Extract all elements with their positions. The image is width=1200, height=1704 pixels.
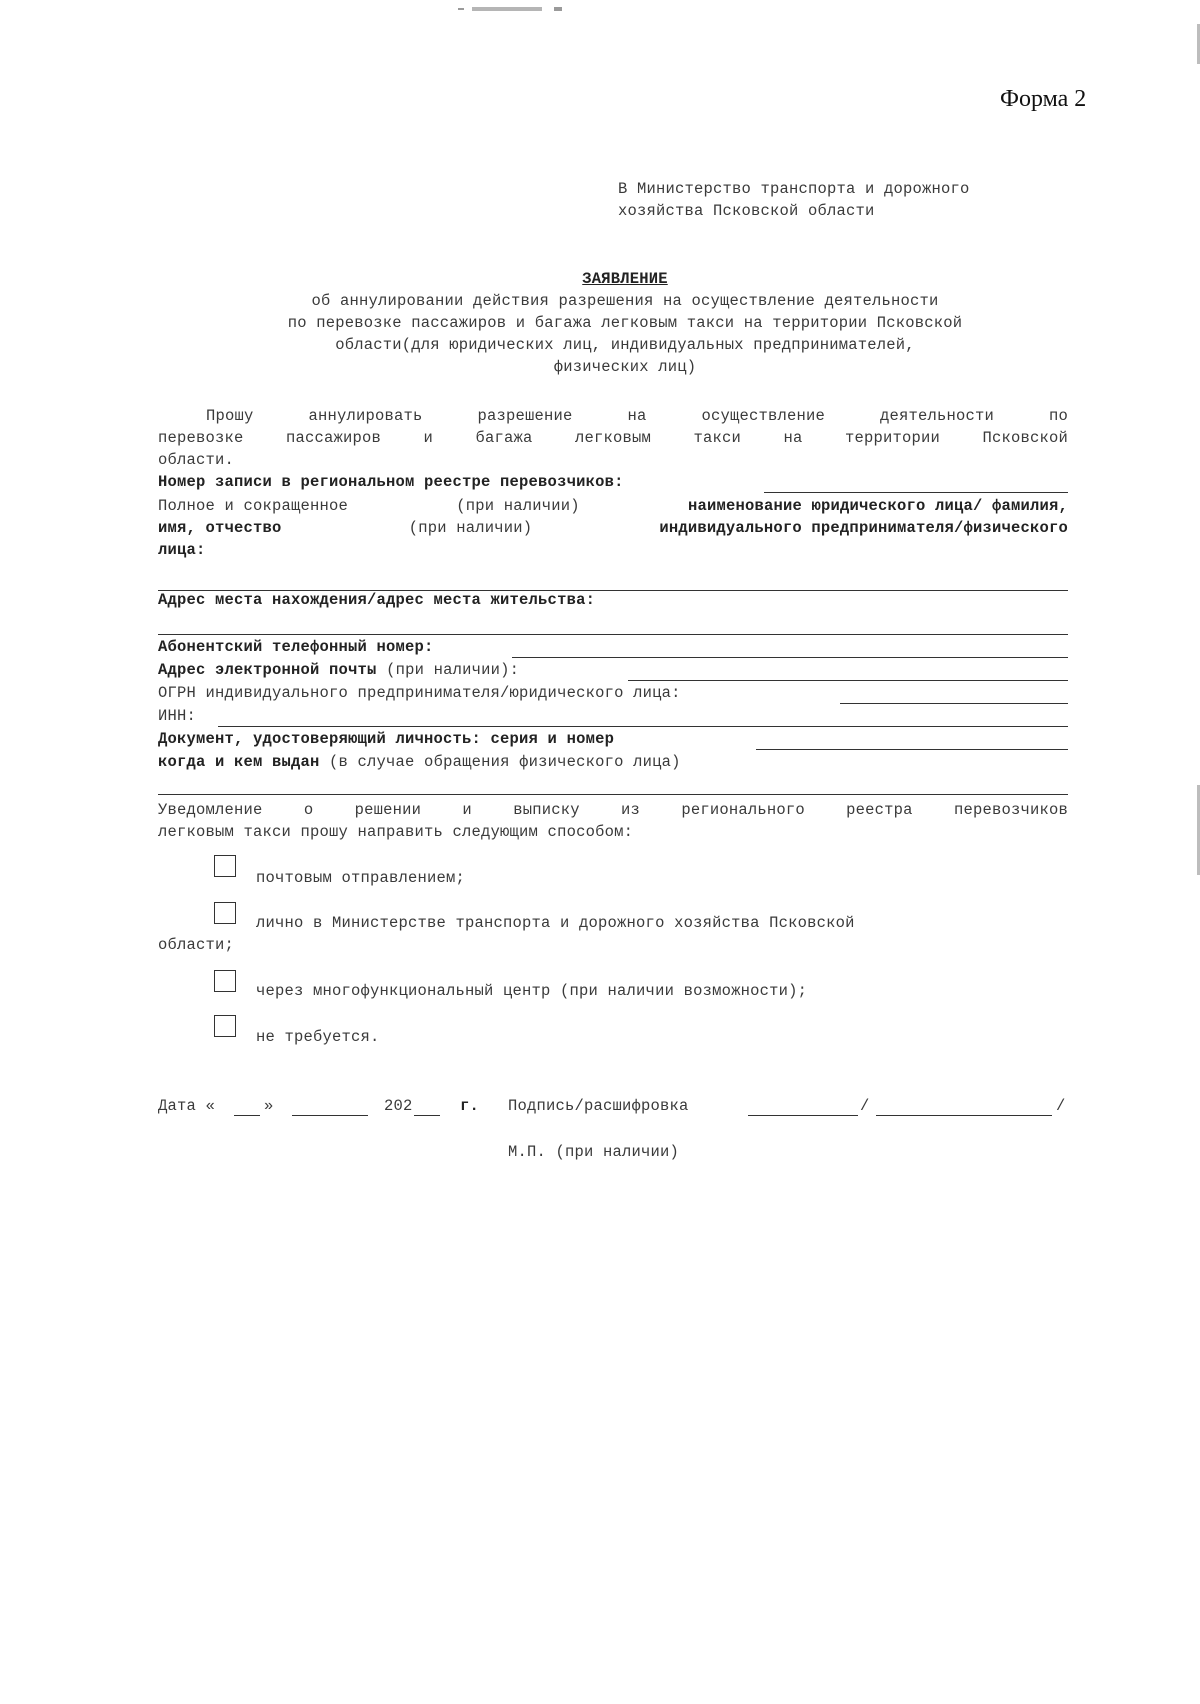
phone-label: Абонентский телефонный номер: bbox=[158, 638, 434, 656]
date-month-field[interactable] bbox=[292, 1115, 368, 1116]
option-in-person-checkbox[interactable] bbox=[214, 902, 236, 924]
id-issued-note: (в случае обращения физического лица) bbox=[329, 753, 681, 771]
phone-field[interactable] bbox=[512, 657, 1068, 658]
stamp-label: М.П. (при наличии) bbox=[508, 1143, 680, 1161]
signature-transcript-field[interactable] bbox=[876, 1115, 1052, 1116]
date-year-field[interactable] bbox=[414, 1115, 440, 1116]
addressee-line-1: В Министерство транспорта и дорожного bbox=[618, 180, 970, 198]
ogrn-field[interactable] bbox=[840, 703, 1068, 704]
title-line-1: об аннулировании действия разрешения на осуществление деятельности bbox=[311, 292, 939, 310]
title-line-4: физических лиц) bbox=[553, 358, 697, 376]
option-not-required-checkbox[interactable] bbox=[214, 1015, 236, 1037]
notification-line-2: легковым такси прошу направить следующим способом: bbox=[158, 823, 634, 841]
inn-field[interactable] bbox=[218, 726, 1068, 727]
email-label-note: (при наличии): bbox=[386, 661, 520, 679]
name-label-line-1 bbox=[158, 497, 1068, 515]
id-document-field[interactable] bbox=[756, 749, 1068, 750]
addressee-line-2: хозяйства Псковской области bbox=[618, 202, 875, 220]
inn-label: ИНН: bbox=[158, 707, 197, 725]
request-line-2: перевозке пассажиров и багажа легковым такси на территории Псковской bbox=[158, 429, 1068, 447]
registry-number-label: Номер записи в региональном реестре перевозчиков: bbox=[158, 473, 624, 491]
name-label-1c: наименование юридического лица/ фамилия, bbox=[687, 497, 1068, 515]
date-close-quote: » bbox=[264, 1097, 274, 1115]
option-in-person-cont: области; bbox=[158, 936, 235, 954]
address-label: Адрес места нахождения/адрес места жительства: bbox=[158, 591, 596, 609]
notification-line-1: Уведомление о решении и выписку из регионального реестра перевозчиков bbox=[158, 801, 1068, 819]
option-post-checkbox[interactable] bbox=[214, 855, 236, 877]
signature-field[interactable] bbox=[748, 1115, 858, 1116]
option-in-person-label: лично в Министерстве транспорта и дорожного хозяйства Псковской bbox=[256, 914, 855, 932]
option-mfc-checkbox[interactable] bbox=[214, 970, 236, 992]
name-label-2c: индивидуального предпринимателя/физического bbox=[659, 519, 1068, 537]
option-mfc-label: через многофункциональный центр (при наличии возможности); bbox=[256, 982, 808, 1000]
id-issued-label bbox=[158, 753, 681, 771]
signature-slash-end: / bbox=[1056, 1097, 1066, 1115]
email-label bbox=[158, 661, 519, 679]
date-label: Дата « bbox=[158, 1097, 216, 1115]
scan-mark bbox=[458, 6, 576, 12]
title-line-3: области(для юридических лиц, индивидуальных предпринимателей, bbox=[335, 336, 915, 354]
signature-slash: / bbox=[860, 1097, 870, 1115]
id-issued-field[interactable] bbox=[158, 794, 1068, 795]
id-issued-main: когда и кем выдан bbox=[158, 753, 320, 771]
name-label-line-2 bbox=[158, 519, 1068, 537]
option-not-required-label: не требуется. bbox=[256, 1028, 380, 1046]
name-label-1b: (при наличии) bbox=[456, 497, 580, 515]
email-field[interactable] bbox=[628, 680, 1068, 681]
request-line-3: области. bbox=[158, 451, 235, 469]
request-line-1: Прошу аннулировать разрешение на осуществление деятельности по bbox=[206, 407, 1068, 425]
document-heading: ЗАЯВЛЕНИЕ bbox=[582, 270, 668, 288]
name-label-2a: имя, отчество bbox=[158, 519, 282, 537]
name-label-1a: Полное и сокращенное bbox=[158, 497, 349, 515]
ogrn-label: ОГРН индивидуального предпринимателя/юридического лица: bbox=[158, 684, 681, 702]
date-year-suffix: г. bbox=[460, 1097, 480, 1115]
email-label-main: Адрес электронной почты bbox=[158, 661, 377, 679]
address-field[interactable] bbox=[158, 634, 1068, 635]
form-number: Форма 2 bbox=[1000, 86, 1087, 112]
title-line-2: по перевозке пассажиров и багажа легковым такси на территории Псковской bbox=[287, 314, 963, 332]
date-day-field[interactable] bbox=[234, 1115, 260, 1116]
registry-number-field[interactable] bbox=[764, 492, 1068, 493]
date-year-prefix: 202 bbox=[384, 1097, 413, 1115]
signature-label: Подпись/расшифровка bbox=[508, 1097, 689, 1115]
name-label-line-3: лица: bbox=[158, 541, 206, 559]
option-post-label: почтовым отправлением; bbox=[256, 869, 466, 887]
id-document-label: Документ, удостоверяющий личность: серия и номер bbox=[158, 730, 615, 748]
name-label-2b: (при наличии) bbox=[408, 519, 533, 537]
